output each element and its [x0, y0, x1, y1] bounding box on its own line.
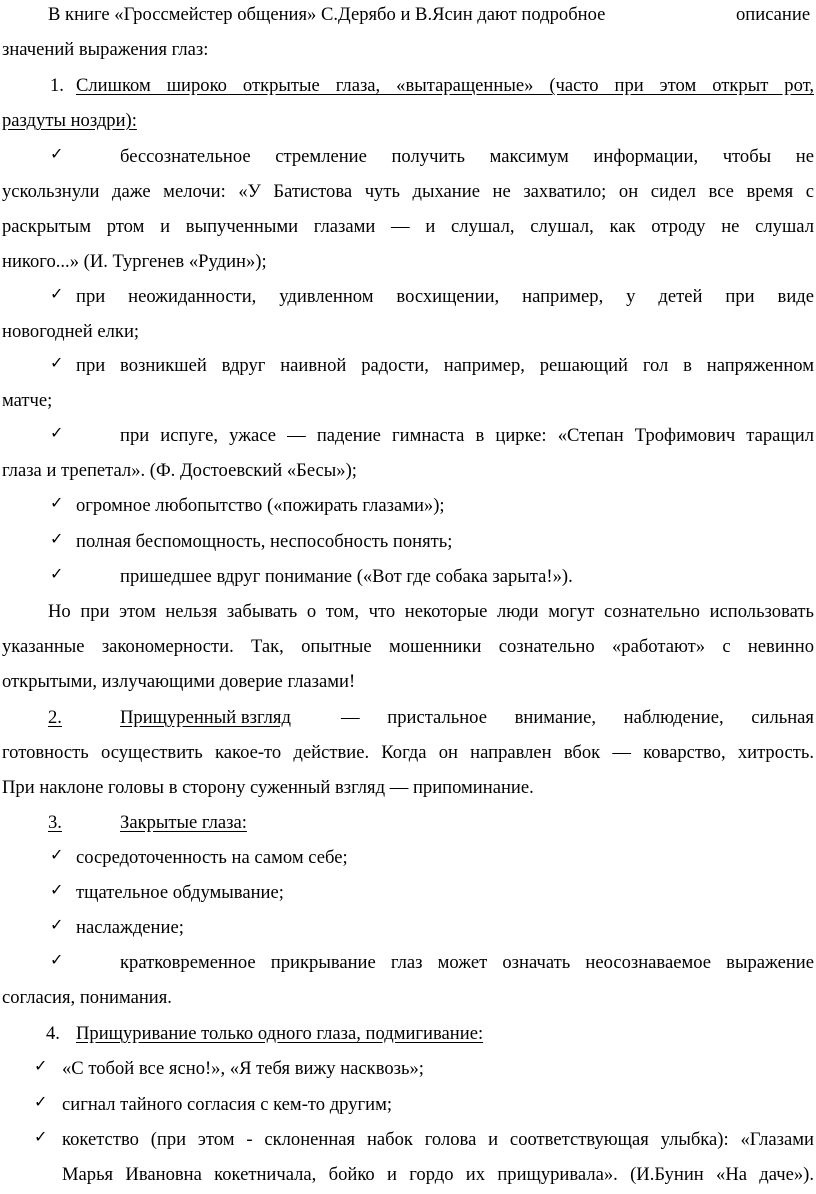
section-3-number: 3. [48, 812, 62, 833]
section-2-heading: Прищуренный взгляд [120, 707, 291, 728]
list-item-line: «С тобой все ясно!», «Я тебя вижу насквозь»; [62, 1058, 424, 1079]
check-icon: ✓ [34, 1092, 48, 1111]
list-item-line: новогодней елки; [2, 321, 140, 342]
intro-line-1: В книге «Гроссмейстер общения» С.Дерябо и В.Ясин дают подробное [48, 4, 606, 25]
list-item-line: кратковременное прикрывание глаз может означать неосознаваемое выражение [120, 952, 814, 973]
section-4-number: 4. [46, 1023, 60, 1044]
check-icon: ✓ [34, 1056, 48, 1075]
list-item-line: сосредоточенность на самом себе; [76, 847, 348, 868]
check-icon: ✓ [50, 284, 64, 303]
section-4-heading: Прищуривание только одного глаза, подмигивание: [76, 1023, 484, 1044]
section-2-line-1: — пристальное внимание, наблюдение, сильная [341, 707, 814, 728]
section-2-line-2: готовность осуществить какое-то действие. Когда он направлен вбок — коварство, хитрость. [2, 742, 814, 763]
list-item-line: Марья Ивановна кокетничала, бойко и гордо их прищуривала». (И.Бунин «На даче»). [62, 1164, 814, 1185]
paragraph-line: указанные закономерности. Так, опытные мошенники сознательно «работают» с невинно [2, 636, 814, 657]
list-item-line: кокетство (при этом - склоненная набок голова и соответствующая улыбка): «Глазами [62, 1129, 814, 1150]
check-icon: ✓ [50, 950, 64, 969]
check-icon: ✓ [50, 845, 64, 864]
section-2-line-3: При наклоне головы в сторону суженный взгляд — припоминание. [2, 777, 534, 798]
check-icon: ✓ [50, 353, 64, 372]
list-item-line: глаза и трепетал». (Ф. Достоевский «Бесы»); [2, 460, 357, 481]
list-item-line: при испуге, ужасе — падение гимнаста в цирке: «Степан Трофимович таращил [120, 425, 814, 446]
check-icon: ✓ [50, 529, 64, 548]
list-item-line: никого...» (И. Тургенев «Рудин»); [2, 251, 267, 272]
intro-line-2: значений выражения глаз: [2, 39, 209, 60]
section-1-number: 1. [50, 75, 64, 96]
list-item-line: сигнал тайного согласия с кем-то другим; [62, 1094, 393, 1115]
intro-line-1-end: описание [736, 4, 811, 25]
section-3-heading: Закрытые глаза: [120, 812, 247, 833]
list-item-line: наслаждение; [76, 917, 184, 938]
list-item-line: пришедшее вдруг понимание («Вот где собака зарыта!»). [120, 566, 573, 587]
list-item-line: огромное любопытство («пожирать глазами»); [76, 495, 445, 516]
paragraph-line: открытыми, излучающими доверие глазами! [2, 671, 356, 692]
list-item-line: бессознательное стремление получить максимум информации, чтобы не [120, 146, 814, 167]
section-2-number: 2. [48, 707, 62, 728]
list-item-line: согласия, понимания. [2, 987, 172, 1008]
list-item-line: при возникшей вдруг наивной радости, например, решающий гол в напряженном [76, 355, 814, 376]
check-icon: ✓ [50, 564, 64, 583]
check-icon: ✓ [50, 915, 64, 934]
check-icon: ✓ [50, 880, 64, 899]
section-1-heading-cont: раздуты ноздри): [2, 110, 137, 131]
list-item-line: матче; [2, 390, 53, 411]
paragraph-line: Но при этом нельзя забывать о том, что некоторые люди могут сознательно использовать [48, 601, 814, 622]
list-item-line: при неожиданности, удивленном восхищении, например, у детей при виде [76, 286, 814, 307]
check-icon: ✓ [50, 144, 64, 163]
check-icon: ✓ [50, 493, 64, 512]
list-item-line: полная беспомощность, неспособность понять; [76, 531, 453, 552]
section-1-heading: Слишком широко открытые глаза, «вытаращенные» (часто при этом открыт рот, [76, 75, 814, 96]
list-item-line: раскрытым ртом и выпученными глазами — и слушал, слушал, как отроду не слушал [2, 216, 814, 237]
check-icon: ✓ [34, 1127, 48, 1146]
list-item-line: тщательное обдумывание; [76, 882, 284, 903]
check-icon: ✓ [50, 423, 64, 442]
list-item-line: ускользнули даже мелочи: «У Батистова чуть дыхание не захватило; он сидел все время с [2, 181, 814, 202]
